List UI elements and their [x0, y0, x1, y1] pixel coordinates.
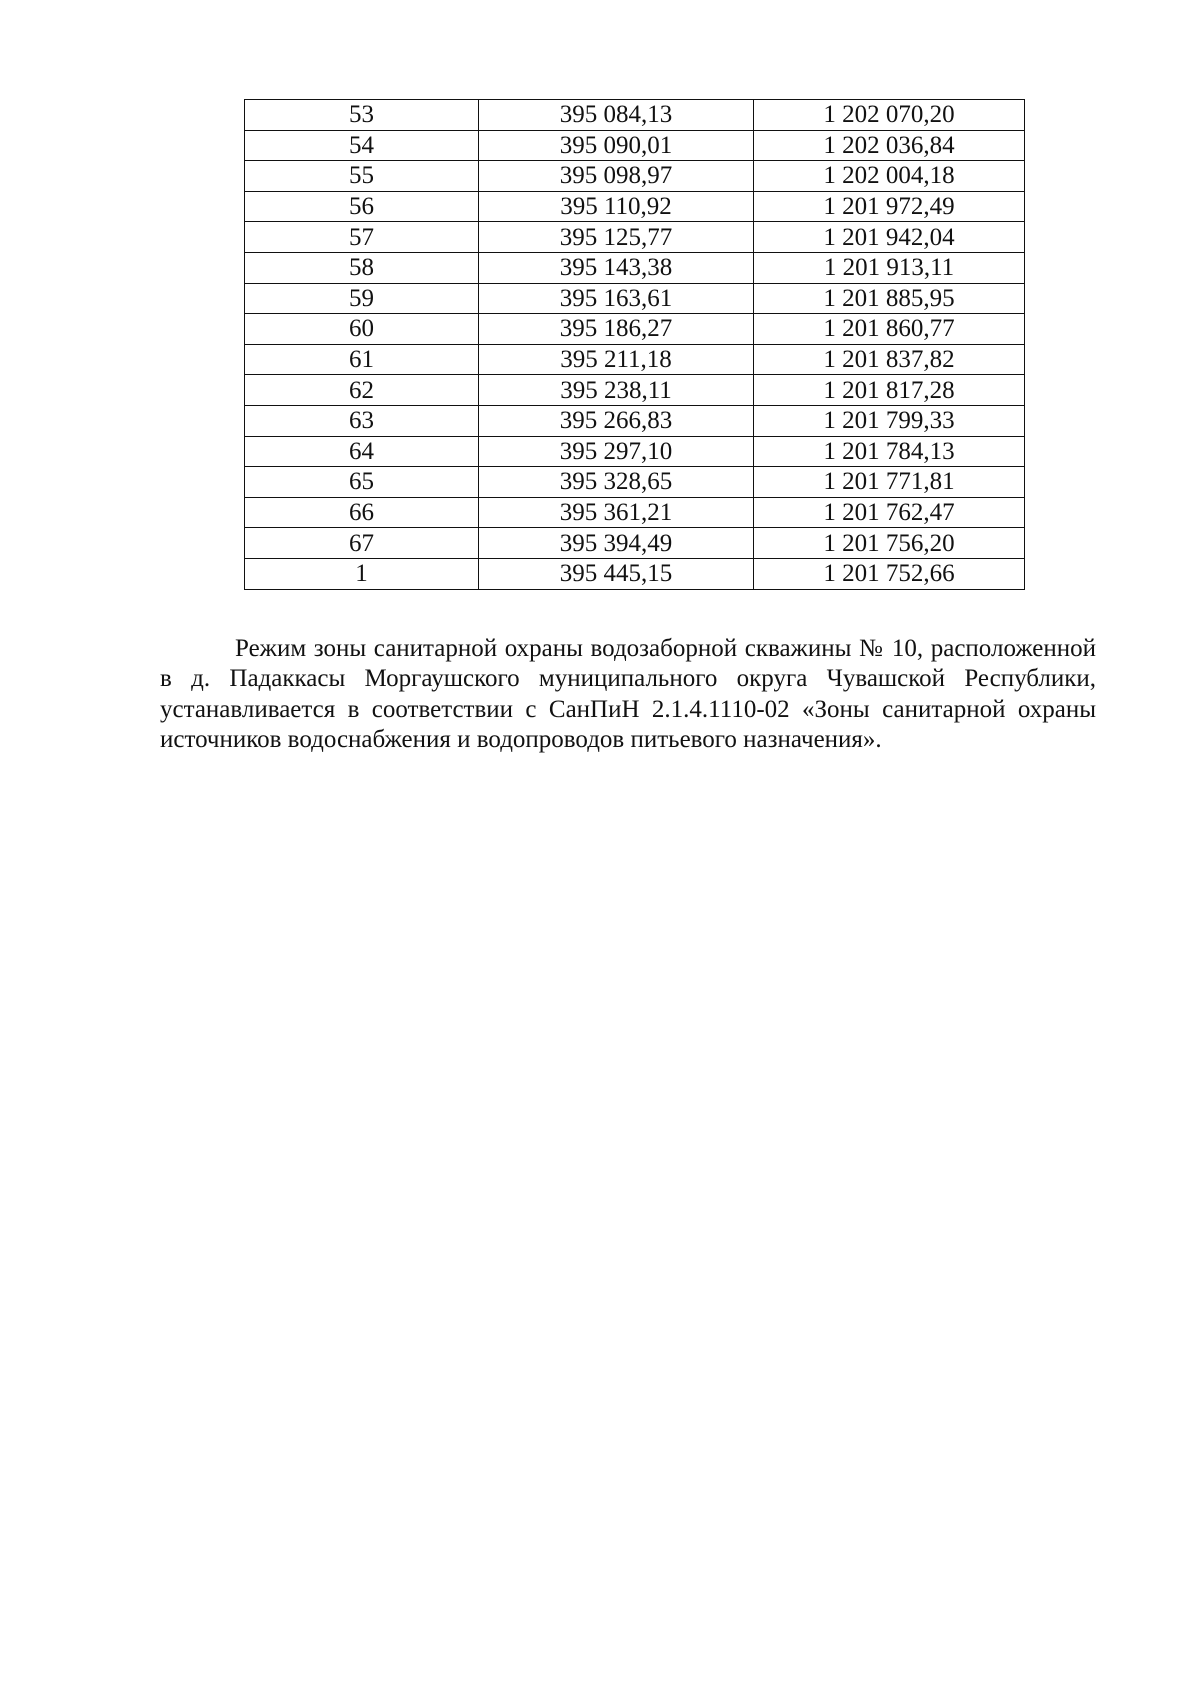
table-row	[245, 130, 1025, 161]
table-row	[245, 558, 1025, 589]
table-row	[245, 405, 1025, 436]
point-number-cell: 66	[245, 497, 479, 528]
point-number-cell: 64	[245, 436, 479, 467]
table-row	[245, 344, 1025, 375]
y-coordinate-cell: 1 201 817,28	[754, 375, 1025, 406]
table-row	[245, 161, 1025, 192]
y-coordinate-cell: 1 201 885,95	[754, 283, 1025, 314]
point-number-cell: 59	[245, 283, 479, 314]
point-number-cell: 58	[245, 252, 479, 283]
table-row	[245, 528, 1025, 559]
y-coordinate-cell: 1 202 036,84	[754, 130, 1025, 161]
x-coordinate-cell: 395 163,61	[479, 283, 754, 314]
x-coordinate-cell: 395 361,21	[479, 497, 754, 528]
x-coordinate-cell: 395 090,01	[479, 130, 754, 161]
y-coordinate-cell: 1 201 799,33	[754, 405, 1025, 436]
y-coordinate-cell: 1 201 784,13	[754, 436, 1025, 467]
x-coordinate-cell: 395 394,49	[479, 528, 754, 559]
point-number-cell: 54	[245, 130, 479, 161]
y-coordinate-cell: 1 201 972,49	[754, 191, 1025, 222]
point-number-cell: 62	[245, 375, 479, 406]
y-coordinate-cell: 1 201 942,04	[754, 222, 1025, 253]
x-coordinate-cell: 395 186,27	[479, 314, 754, 345]
x-coordinate-cell: 395 211,18	[479, 344, 754, 375]
x-coordinate-cell: 395 125,77	[479, 222, 754, 253]
point-number-cell: 56	[245, 191, 479, 222]
y-coordinate-cell: 1 202 004,18	[754, 161, 1025, 192]
table-row	[245, 436, 1025, 467]
x-coordinate-cell: 395 098,97	[479, 161, 754, 192]
y-coordinate-cell: 1 201 752,66	[754, 558, 1025, 589]
point-number-cell: 61	[245, 344, 479, 375]
y-coordinate-cell: 1 201 756,20	[754, 528, 1025, 559]
table-row	[245, 314, 1025, 345]
table-row	[245, 497, 1025, 528]
table-row	[245, 100, 1025, 131]
x-coordinate-cell: 395 445,15	[479, 558, 754, 589]
x-coordinate-cell: 395 297,10	[479, 436, 754, 467]
point-number-cell: 60	[245, 314, 479, 345]
regime-paragraph: Режим зоны санитарной охраны водозаборной скважины № 10, расположенной в д. Падаккасы Моргаушского муниципального округа Чувашской Республики, устанавливается в соответствии с СанПиН 2.1.4.1110-02 «Зоны санитарной охраны источников водоснабжения и водопроводов питьевого назначения».	[160, 635, 1096, 754]
table-row	[245, 252, 1025, 283]
x-coordinate-cell: 395 110,92	[479, 191, 754, 222]
point-number-cell: 63	[245, 405, 479, 436]
y-coordinate-cell: 1 201 762,47	[754, 497, 1025, 528]
coordinates-table	[244, 99, 1025, 590]
table-row	[245, 283, 1025, 314]
x-coordinate-cell: 395 143,38	[479, 252, 754, 283]
x-coordinate-cell: 395 266,83	[479, 405, 754, 436]
table-row	[245, 191, 1025, 222]
x-coordinate-cell: 395 084,13	[479, 100, 754, 131]
y-coordinate-cell: 1 201 771,81	[754, 467, 1025, 498]
point-number-cell: 53	[245, 100, 479, 131]
x-coordinate-cell: 395 238,11	[479, 375, 754, 406]
point-number-cell: 67	[245, 528, 479, 559]
y-coordinate-cell: 1 201 913,11	[754, 252, 1025, 283]
table-row	[245, 467, 1025, 498]
y-coordinate-cell: 1 201 837,82	[754, 344, 1025, 375]
table-row	[245, 222, 1025, 253]
point-number-cell: 57	[245, 222, 479, 253]
y-coordinate-cell: 1 202 070,20	[754, 100, 1025, 131]
x-coordinate-cell: 395 328,65	[479, 467, 754, 498]
coordinates-table-body	[245, 100, 1025, 590]
point-number-cell: 1	[245, 558, 479, 589]
y-coordinate-cell: 1 201 860,77	[754, 314, 1025, 345]
point-number-cell: 65	[245, 467, 479, 498]
point-number-cell: 55	[245, 161, 479, 192]
table-row	[245, 375, 1025, 406]
